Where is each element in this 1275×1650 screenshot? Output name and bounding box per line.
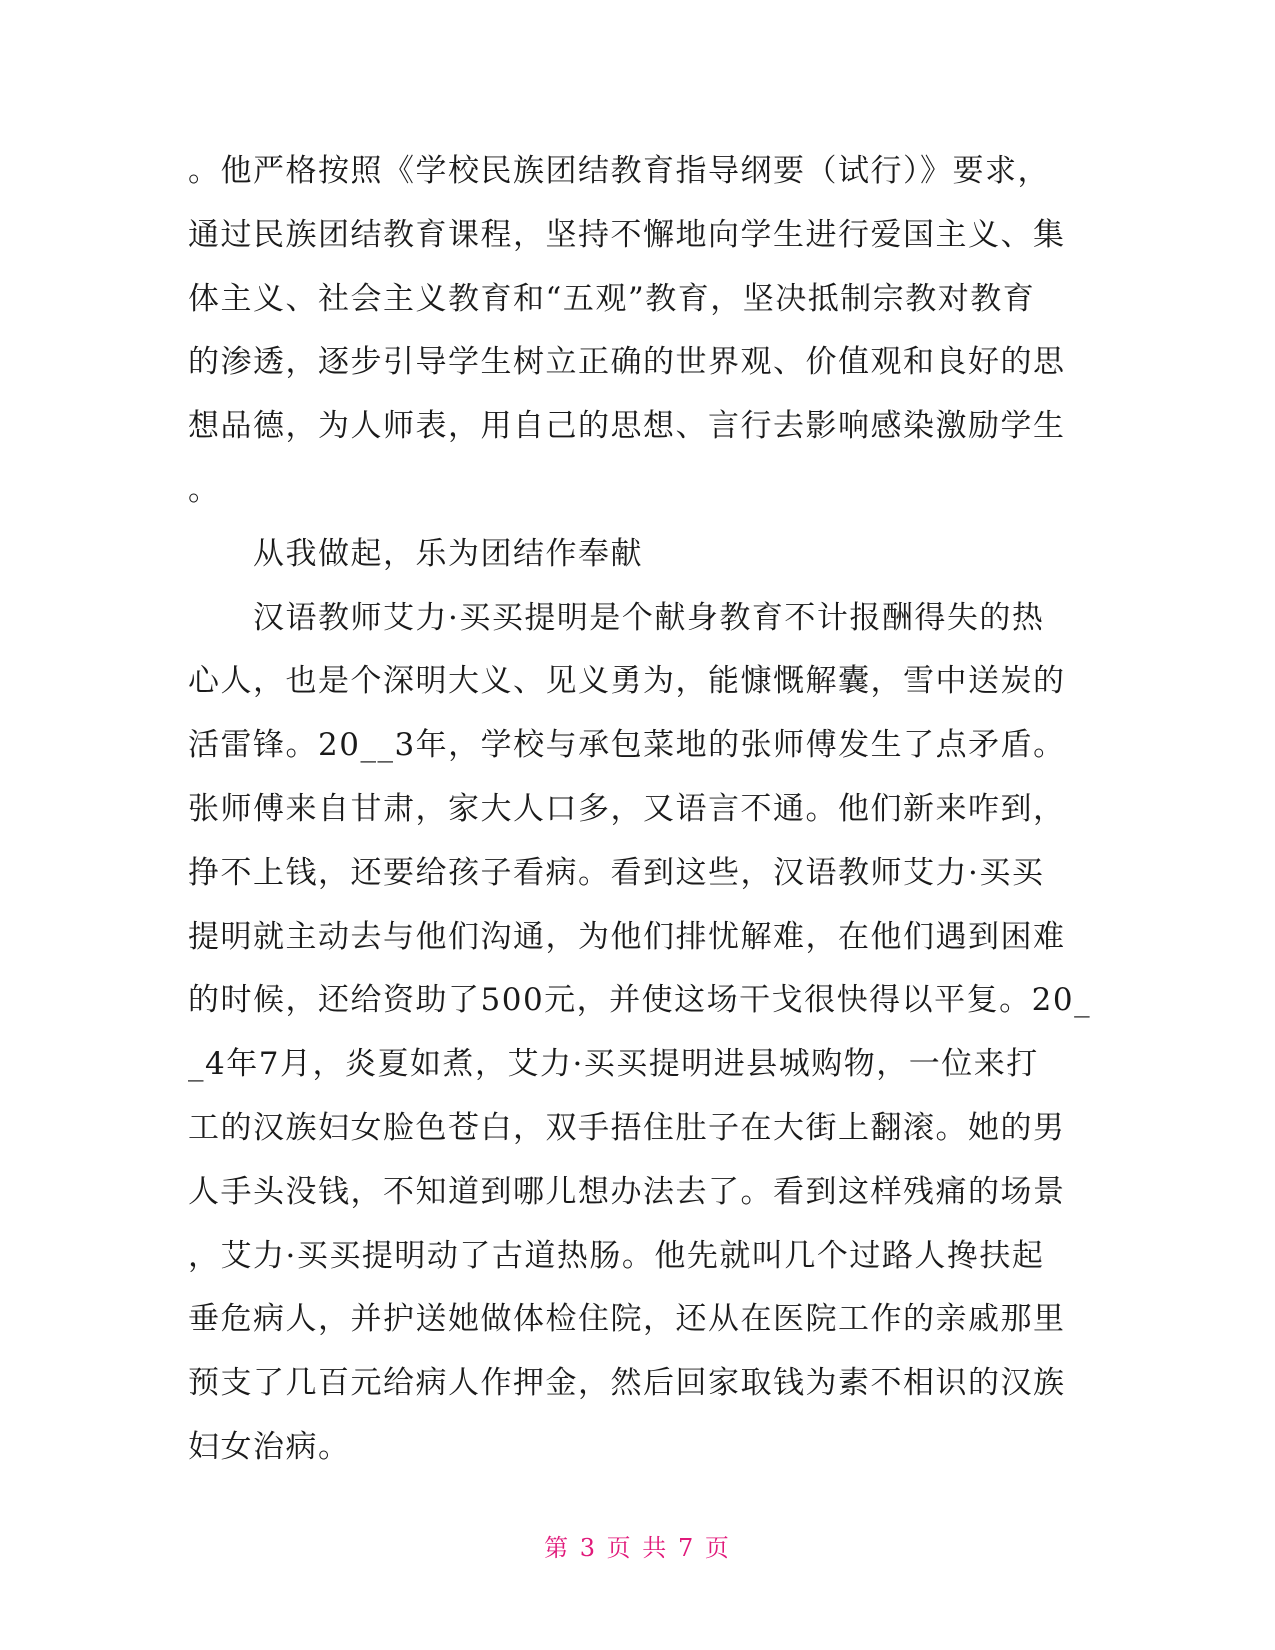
- text-line: 人手头没钱，不知道到哪儿想办法去了。看到这样残痛的场景: [188, 1173, 1066, 1210]
- text-line: 提明就主动去与他们沟通，为他们排忧解难，在他们遇到困难: [188, 918, 1066, 955]
- text-line: 。: [188, 471, 221, 508]
- text-line: 。他严格按照《学校民族团结教育指导纲要（试行）》要求，: [188, 153, 1050, 189]
- text-line: 汉语教师艾力·买买提明是个献身教育不计报酬得失的热: [188, 599, 1045, 636]
- text-line: 心人，也是个深明大义、见义勇为，能慷慨解囊，雪中送炭的: [188, 663, 1066, 700]
- text-line: ，艾力·买买提明动了古道热肠。他先就叫几个过路人搀扶起: [188, 1237, 1045, 1274]
- text-line: 工的汉族妇女脸色苍白，双手捂住肚子在大街上翻滚。她的男: [188, 1109, 1066, 1146]
- text-line: _4年7月，炎夏如煮，艾力·买买提明进县城购物，一位来打: [188, 1046, 1039, 1083]
- page-number-footer: 第 3 页 共 7 页: [544, 1534, 731, 1562]
- section-heading: 从我做起，乐为团结作奉献: [188, 535, 643, 572]
- text-line: 通过民族团结教育课程，坚持不懈地向学生进行爱国主义、集: [188, 216, 1066, 253]
- body-text: [188, 140, 1092, 1480]
- text-line: 的渗透，逐步引导学生树立正确的世界观、价值观和良好的思: [188, 344, 1066, 381]
- text-line: 想品德，为人师表，用自己的思想、言行去影响感染激励学生: [188, 408, 1066, 445]
- text-line: 挣不上钱，还要给孩子看病。看到这些，汉语教师艾力·买买: [188, 854, 1045, 891]
- text-line: 妇女治病。: [188, 1428, 351, 1465]
- text-line: 张师傅来自甘肃，家大人口多，又语言不通。他们新来咋到，: [188, 790, 1066, 827]
- text-line: 活雷锋。20__3年，学校与承包菜地的张师傅发生了点矛盾。: [188, 727, 1066, 764]
- text-line: 的时候，还给资助了500元，并使这场干戈很快得以平复。20_: [188, 982, 1092, 1019]
- text-line: 垂危病人，并护送她做体检住院，还从在医院工作的亲戚那里: [188, 1301, 1066, 1338]
- text-line: 体主义、社会主义教育和“五观”教育，坚决抵制宗教对教育: [188, 280, 1036, 317]
- text-line: 预支了几百元给病人作押金，然后回家取钱为素不相识的汉族: [188, 1365, 1066, 1402]
